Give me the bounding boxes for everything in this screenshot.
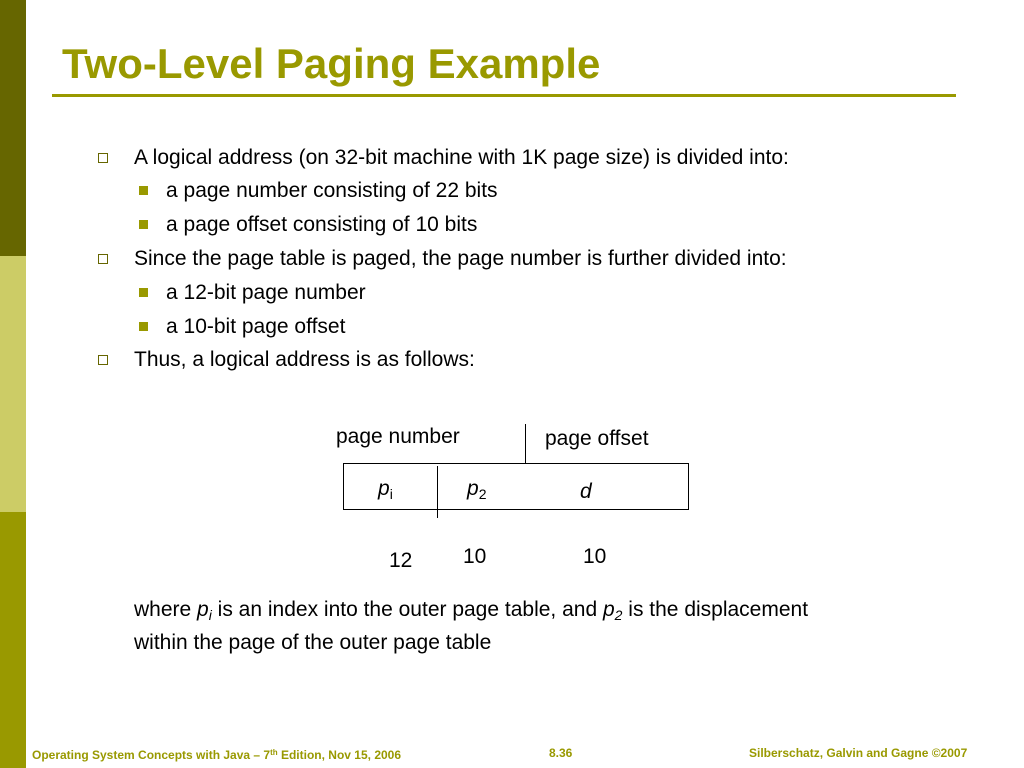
explanation-text [134, 596, 808, 656]
sidebar-band-middle [0, 256, 26, 512]
filled-square-bullet-icon [139, 288, 148, 297]
field-d: d [580, 480, 592, 503]
field-p1: $p_i$ [378, 477, 393, 502]
explanation-line-2: within the page of the outer page table [134, 631, 492, 654]
sidebar-band-bottom [0, 512, 26, 768]
sidebar-decoration [0, 0, 26, 768]
bits-p2: 10 [463, 545, 487, 568]
address-fields-box [343, 463, 689, 510]
sub-bullet-page-number-bits: a page number consisting of 22 bits [166, 179, 498, 202]
footer-copyright: Silberschatz, Galvin and Gagne ©2007 [749, 746, 968, 760]
sidebar-band-top [0, 0, 26, 256]
filled-square-bullet-icon [139, 322, 148, 331]
bullet-logical-address: A logical address (on 32-bit machine with 1K page size) is divided into: [134, 146, 789, 169]
field-p2: $p_2$ [467, 477, 487, 502]
bullet-page-table-paged: Since the page table is paged, the page number is further divided into: [134, 247, 787, 270]
hollow-square-bullet-icon [98, 254, 108, 264]
footer-page-number: 8.36 [549, 746, 573, 760]
hollow-square-bullet-icon [98, 153, 108, 163]
sub-bullet-10-bit: a 10-bit page offset [166, 315, 346, 338]
page-number-offset-divider [525, 424, 526, 464]
bullet-logical-address-follows: Thus, a logical address is as follows: [134, 348, 475, 371]
label-page-offset: page offset [545, 427, 649, 450]
title-underline [52, 94, 956, 97]
slide-title: Two-Level Paging Example [62, 40, 601, 87]
footer-book-title: Operating System Concepts with Java – 7th Edition, Nov 15, 2006 [32, 748, 402, 762]
p1-p2-divider [437, 466, 438, 518]
bits-p1: 12 [389, 549, 413, 572]
hollow-square-bullet-icon [98, 355, 108, 365]
bits-d: 10 [583, 545, 607, 568]
sub-bullet-page-offset-bits: a page offset consisting of 10 bits [166, 213, 478, 236]
filled-square-bullet-icon [139, 220, 148, 229]
label-page-number: page number [336, 425, 460, 448]
filled-square-bullet-icon [139, 186, 148, 195]
sub-bullet-12-bit: a 12-bit page number [166, 281, 366, 304]
explanation-line-1: where pi is an index into the outer page table, and p2 is the displacement [134, 598, 809, 623]
